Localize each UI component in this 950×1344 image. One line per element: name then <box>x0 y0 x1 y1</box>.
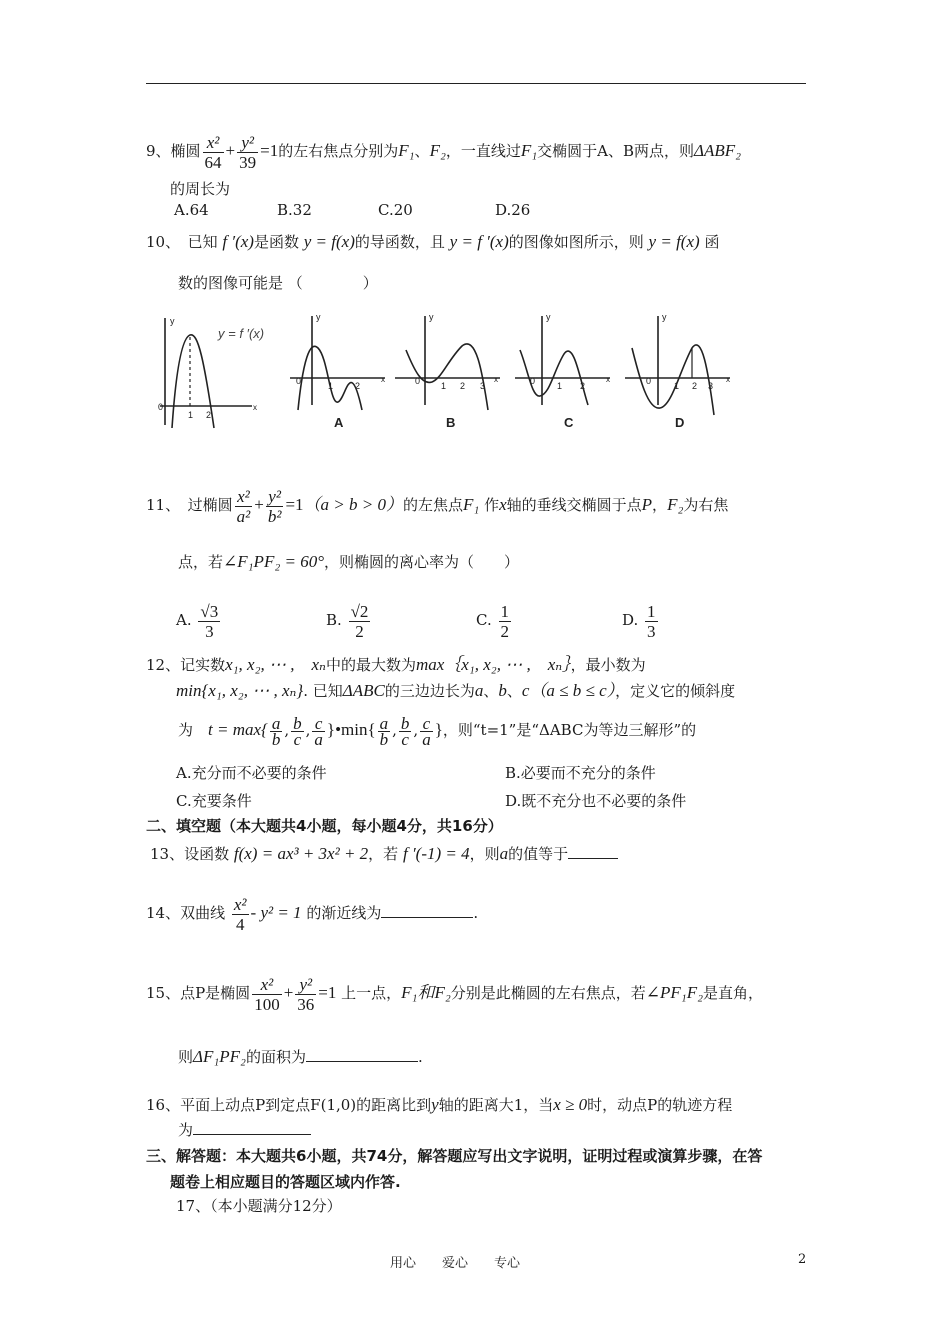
svg-text:y: y <box>316 312 321 322</box>
q10-graphs <box>140 310 740 435</box>
q11-line2: 点，若∠F₁PF₂ = 60°，则椭圆的离心率为（ ） <box>178 552 520 571</box>
section3-heading-line2: 题卷上相应题目的答题区域内作答. <box>170 1173 401 1191</box>
q9-number: 9、椭圆 <box>146 142 201 160</box>
q9-fraction-y: $\frac{\text{y²}}{39}$ <box>239 132 257 172</box>
q9-line1: 9、椭圆 $\frac{\text{x²}}{64}$ + $\frac{\text{y²}}{39}$ =1的左右焦点分别为F₁、F₂，一直线过F₁交椭圆于A、B两点，则ΔABF₂ <box>146 132 742 172</box>
q12-line1: 12、记实数x₁, x₂, ⋯ , xₙ中的最大数为max｛x₁, x₂, ⋯ , xₙ｝，最小数为 <box>146 655 646 674</box>
q12-option-c: C.充要条件 <box>176 792 252 810</box>
q9-line2: 的周长为 <box>170 180 231 198</box>
svg-text:x: x <box>606 375 610 384</box>
q9-option-d: D.26 <box>495 201 531 219</box>
section3-heading-line1: 三、解答题：本大题共6小题，共74分，解答题应写出文字说明，证明过程或演算步骤，在答 <box>146 1147 763 1165</box>
svg-text:1: 1 <box>441 381 447 391</box>
q17-heading: 17、（本小题满分12分） <box>176 1197 342 1215</box>
q10-line1: 10、 已知 f ′(x)是函数 y = f(x)的导函数，且 y = f ′(x)的图像如图所示，则 y = f(x) 函 <box>146 232 720 251</box>
q12-line2: min{x₁, x₂, ⋯ , xₙ}. 已知ΔABC的三边边长为a、b、c（a ≤ b ≤ c），定义它的倾斜度 <box>176 681 736 700</box>
q14-answer-blank[interactable] <box>381 917 473 918</box>
svg-text:3: 3 <box>708 381 714 391</box>
section2-heading: 二、填空题（本大题共4小题，每小题4分，共16分） <box>146 817 503 835</box>
q16-line1: 16、平面上动点P到定点F(1,0)的距离比到y轴的距离大1，当x ≥ 0时，动点P的轨迹方程 <box>146 1095 733 1114</box>
svg-text:0: 0 <box>296 376 302 386</box>
svg-text:0: 0 <box>530 376 536 386</box>
q11-fraction-x: $\frac{\text{x²}}{\text{a²}}$ <box>236 486 251 526</box>
svg-text:1: 1 <box>674 381 680 391</box>
svg-text:0: 0 <box>646 376 652 386</box>
svg-text:0: 0 <box>415 376 421 386</box>
svg-text:2: 2 <box>206 410 212 420</box>
q15-line1: 15、点P是椭圆 $\frac{\text{x²}}{100}$ + $\frac{\text{y²}}{36}$ =1 上一点，F₁和F₂分别是此椭圆的左右焦点，若∠PF₁F₂是直角， <box>146 974 764 1014</box>
graph-d-label: D <box>675 415 685 430</box>
q9-option-b: B.32 <box>277 201 312 219</box>
q10-line2: 数的图像可能是 （ ） <box>178 274 378 292</box>
svg-text:x: x <box>381 375 385 384</box>
svg-text:1: 1 <box>557 381 563 391</box>
q9-fraction-x: $\frac{\text{x²}}{64}$ <box>204 132 222 172</box>
q11-option-c: C. $\frac{1}{2}$ <box>476 601 509 641</box>
q11-option-a: A. $\frac{√3}{3}$ <box>176 601 219 641</box>
q15-line2: 则ΔF₁PF₂的面积为 . <box>178 1047 423 1066</box>
header-rule <box>146 83 806 84</box>
graph-a-label: A <box>334 415 344 430</box>
svg-text:y: y <box>170 316 175 326</box>
svg-text:y: y <box>429 312 434 322</box>
q13-answer-blank[interactable] <box>568 858 618 859</box>
graph-b <box>395 312 500 430</box>
q12-option-b: B.必要而不充分的条件 <box>505 764 656 782</box>
q13-line: 13、设函数 f(x) = ax³ + 3x² + 2，若 f ′(-1) = 4，则a的值等于 <box>150 842 618 866</box>
graph-c-label: C <box>564 415 574 430</box>
q9-option-c: C.20 <box>378 201 413 219</box>
q14-line: 14、双曲线 $\frac{\text{x²}}{4}$ - y² = 1 的渐近线为 . <box>146 894 479 934</box>
q11-option-d: D. $\frac{1}{3}$ <box>622 601 656 641</box>
q11-fraction-y: $\frac{\text{y²}}{\text{b²}}$ <box>267 486 282 526</box>
footer-motto: 用心 爱心 专心 <box>390 1256 521 1271</box>
svg-text:x: x <box>253 403 257 412</box>
svg-text:1: 1 <box>328 381 334 391</box>
graph-f-prime <box>158 316 264 428</box>
graph-c <box>515 312 610 430</box>
graph-label: y = f ′(x) <box>218 326 265 341</box>
svg-text:x: x <box>726 375 730 384</box>
graph-a <box>290 312 385 430</box>
q12-option-d: D.既不充分也不必要的条件 <box>505 792 687 810</box>
q16-line2: 为 <box>178 1120 311 1140</box>
q15-answer-blank[interactable] <box>306 1061 418 1062</box>
q9-option-a: A.64 <box>174 201 209 219</box>
svg-text:1: 1 <box>188 410 194 420</box>
svg-text:3: 3 <box>480 381 486 391</box>
svg-text:2: 2 <box>692 381 698 391</box>
svg-text:2: 2 <box>580 381 586 391</box>
svg-text:x: x <box>494 375 498 384</box>
graph-b-label: B <box>446 415 456 430</box>
q16-answer-blank[interactable] <box>193 1134 311 1135</box>
svg-text:2: 2 <box>460 381 466 391</box>
svg-text:0: 0 <box>158 402 164 412</box>
q12-option-a: A.充分而不必要的条件 <box>176 764 327 782</box>
page-number: 2 <box>798 1252 807 1267</box>
svg-text:y: y <box>546 312 551 322</box>
q12-line3: 为 t = max{ $\frac{a}{b}$ , $\frac{b}{c}$ , $\frac{c}{a}$ }•min{ $\frac{a}{b}$ , $\frac{b}{c}$ , $\frac{c}{a}$ }，则“t=1”是“ΔABC为等边三解形”的 <box>178 713 697 749</box>
svg-text:y: y <box>662 312 667 322</box>
graph-d <box>625 312 730 430</box>
svg-text:2: 2 <box>355 381 361 391</box>
q11-line1: 11、 过椭圆 $\frac{\text{x²}}{\text{a²}}$ + $\frac{\text{y²}}{\text{b²}}$ =1（a > b > 0）的左焦点F₁ 作x轴的垂线交椭圆于点P，F₂为右焦 <box>146 486 729 526</box>
q11-option-b: B. $\frac{√2}{2}$ <box>326 601 369 641</box>
